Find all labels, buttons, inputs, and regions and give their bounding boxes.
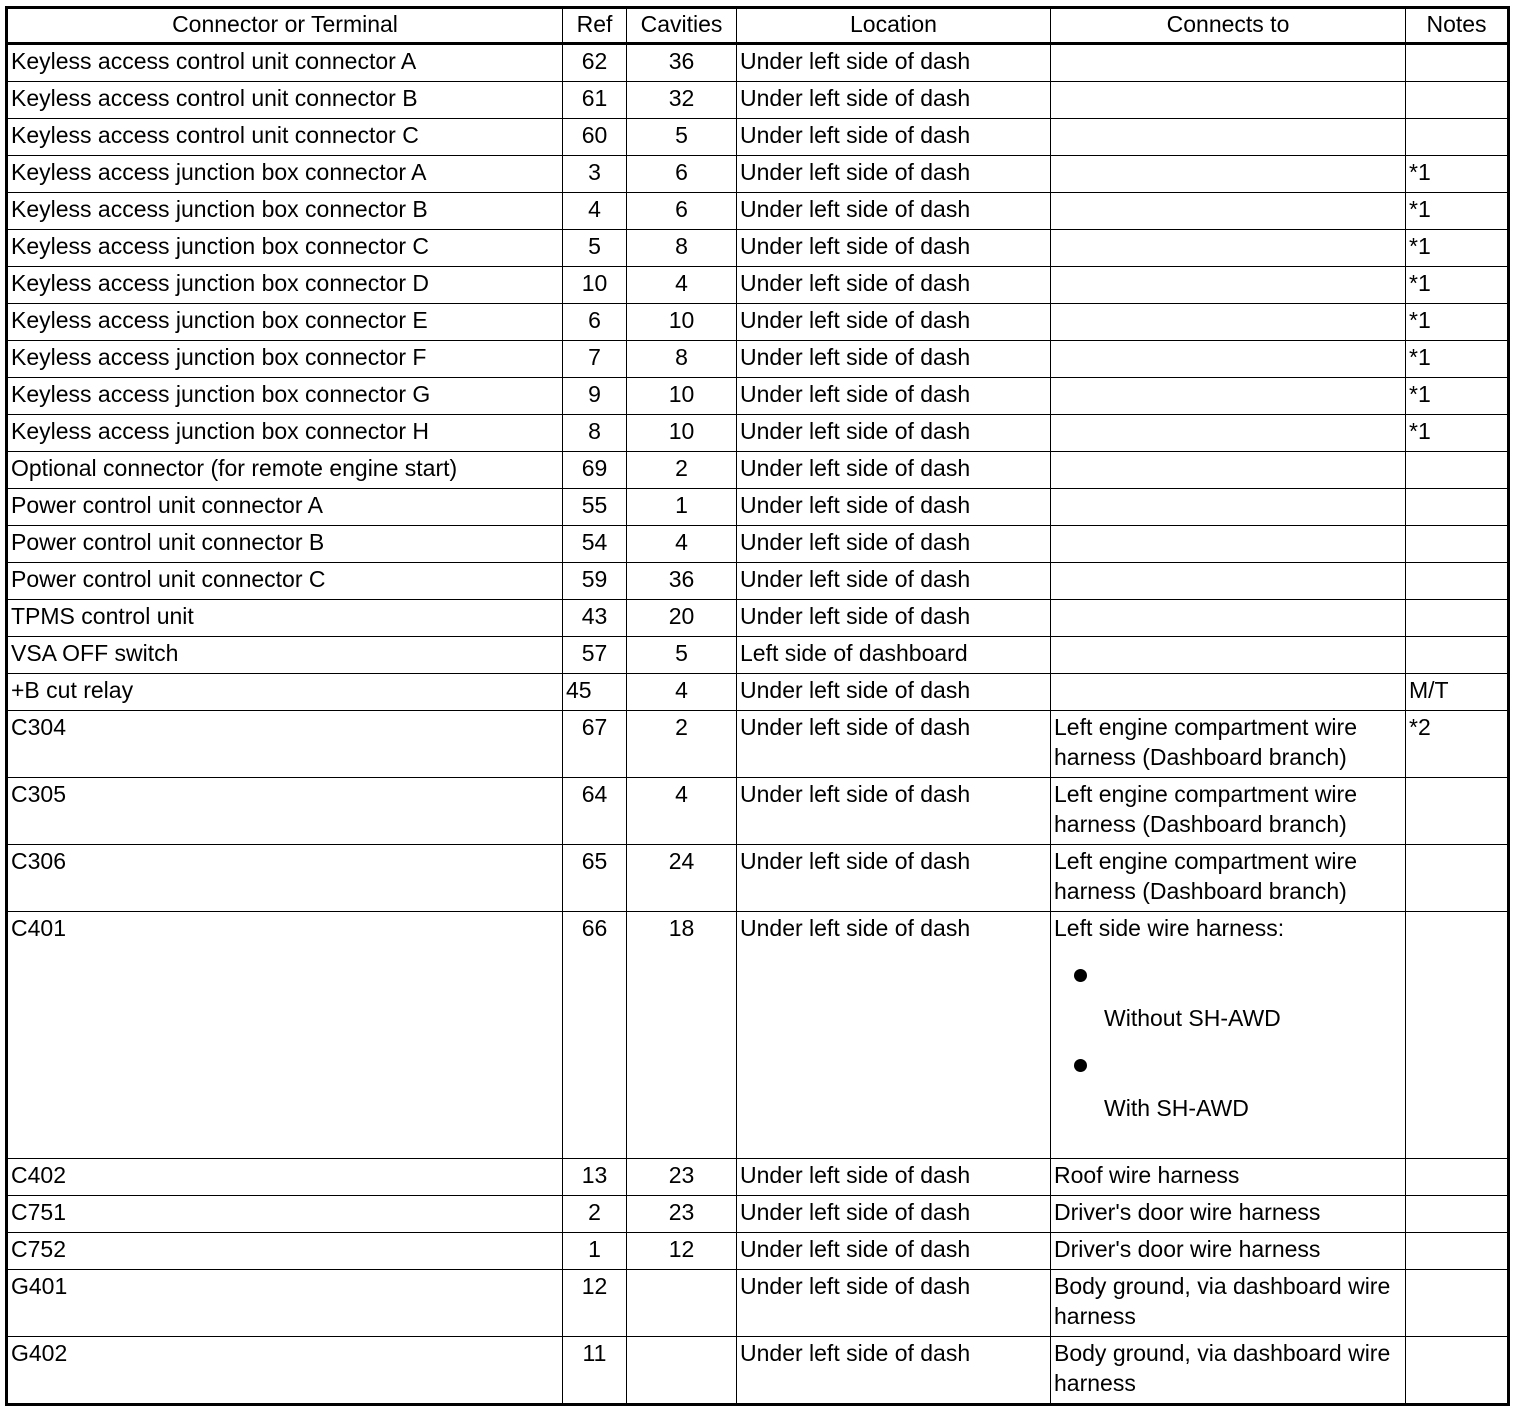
connects-to-cell <box>1051 44 1406 82</box>
ref-cell: 67 <box>563 711 627 778</box>
ref-cell: 6 <box>563 304 627 341</box>
connector-cell: Keyless access junction box connector F <box>7 341 563 378</box>
bullet-icon <box>1074 1059 1087 1072</box>
table-row <box>7 378 1509 415</box>
table-row <box>7 778 1509 845</box>
ref-cell: 64 <box>563 778 627 845</box>
notes-cell <box>1406 1337 1509 1405</box>
connector-cell: VSA OFF switch <box>7 637 563 674</box>
location-cell: Under left side of dash <box>737 415 1051 452</box>
notes-cell <box>1406 912 1509 1159</box>
connects-to-text: Left side wire harness: <box>1054 915 1285 941</box>
table-row <box>7 230 1509 267</box>
table-row <box>7 304 1509 341</box>
notes-cell <box>1406 845 1509 912</box>
ref-cell: 1 <box>563 1233 627 1270</box>
connector-cell: C401 <box>7 912 563 1159</box>
location-cell: Under left side of dash <box>737 489 1051 526</box>
connects-to-cell <box>1051 341 1406 378</box>
bullet-list <box>1054 943 1402 1123</box>
notes-cell <box>1406 1233 1509 1270</box>
location-cell: Under left side of dash <box>737 1233 1051 1270</box>
ref-cell: 66 <box>563 912 627 1159</box>
ref-cell: 60 <box>563 119 627 156</box>
bullet-item <box>1054 943 1402 1033</box>
cavities-cell: 36 <box>627 563 737 600</box>
table-row <box>7 1270 1509 1337</box>
location-cell: Under left side of dash <box>737 674 1051 711</box>
connector-cell: Keyless access junction box connector C <box>7 230 563 267</box>
header-notes: Notes <box>1406 8 1509 44</box>
connects-to-cell: Left engine compartment wire harness (Dashboard branch) <box>1051 778 1406 845</box>
connector-cell: TPMS control unit <box>7 600 563 637</box>
table-row <box>7 674 1509 711</box>
cavities-cell: 5 <box>627 637 737 674</box>
location-cell: Under left side of dash <box>737 44 1051 82</box>
notes-cell: *1 <box>1406 156 1509 193</box>
location-cell: Under left side of dash <box>737 563 1051 600</box>
connects-to-cell: Driver's door wire harness <box>1051 1196 1406 1233</box>
location-cell: Under left side of dash <box>737 912 1051 1159</box>
table-row <box>7 452 1509 489</box>
connector-cell: C304 <box>7 711 563 778</box>
notes-cell <box>1406 1159 1509 1196</box>
connects-to-cell <box>1051 415 1406 452</box>
ref-cell: 59 <box>563 563 627 600</box>
ref-cell: 7 <box>563 341 627 378</box>
connects-to-cell <box>1051 82 1406 119</box>
connector-cell: C306 <box>7 845 563 912</box>
cavities-cell: 6 <box>627 156 737 193</box>
location-cell: Under left side of dash <box>737 600 1051 637</box>
bullet-text: Without SH-AWD <box>1104 1005 1281 1031</box>
ref-cell: 43 <box>563 600 627 637</box>
table-row <box>7 711 1509 778</box>
cavities-cell: 4 <box>627 674 737 711</box>
notes-cell <box>1406 452 1509 489</box>
location-cell: Under left side of dash <box>737 230 1051 267</box>
cavities-cell: 4 <box>627 526 737 563</box>
ref-cell: 13 <box>563 1159 627 1196</box>
connects-to-cell <box>1051 452 1406 489</box>
connects-to-cell <box>1051 489 1406 526</box>
ref-cell: 61 <box>563 82 627 119</box>
location-cell: Under left side of dash <box>737 341 1051 378</box>
connector-cell: C751 <box>7 1196 563 1233</box>
cavities-cell: 12 <box>627 1233 737 1270</box>
connects-to-cell: Driver's door wire harness <box>1051 1233 1406 1270</box>
ref-cell: 12 <box>563 1270 627 1337</box>
location-cell: Left side of dashboard <box>737 637 1051 674</box>
connects-to-cell: Roof wire harness <box>1051 1159 1406 1196</box>
cavities-cell: 23 <box>627 1159 737 1196</box>
cavities-cell: 8 <box>627 230 737 267</box>
ref-cell: 3 <box>563 156 627 193</box>
connects-to-cell: Body ground, via dashboard wire harness <box>1051 1270 1406 1337</box>
notes-cell: *1 <box>1406 230 1509 267</box>
location-cell: Under left side of dash <box>737 119 1051 156</box>
ref-cell: 8 <box>563 415 627 452</box>
location-cell: Under left side of dash <box>737 1337 1051 1405</box>
location-cell: Under left side of dash <box>737 711 1051 778</box>
connects-to-cell: Left engine compartment wire harness (Dashboard branch) <box>1051 845 1406 912</box>
cavities-cell: 8 <box>627 341 737 378</box>
connects-to-cell <box>1051 119 1406 156</box>
bullet-icon <box>1074 969 1087 982</box>
ref-cell: 9 <box>563 378 627 415</box>
table-row <box>7 156 1509 193</box>
header-row <box>7 8 1509 44</box>
location-cell: Under left side of dash <box>737 156 1051 193</box>
table-row <box>7 563 1509 600</box>
header-connector: Connector or Terminal <box>7 8 563 44</box>
location-cell: Under left side of dash <box>737 526 1051 563</box>
cavities-cell: 36 <box>627 44 737 82</box>
notes-cell <box>1406 526 1509 563</box>
connects-to-cell <box>1051 600 1406 637</box>
ref-cell: 10 <box>563 267 627 304</box>
connects-to-cell <box>1051 674 1406 711</box>
notes-cell <box>1406 44 1509 82</box>
notes-cell: *2 <box>1406 711 1509 778</box>
cavities-cell: 10 <box>627 415 737 452</box>
connects-to-cell: Left engine compartment wire harness (Dashboard branch) <box>1051 711 1406 778</box>
header-connects-to: Connects to <box>1051 8 1406 44</box>
connector-cell: Keyless access junction box connector G <box>7 378 563 415</box>
table-row <box>7 600 1509 637</box>
connector-cell: Power control unit connector A <box>7 489 563 526</box>
cavities-cell <box>627 1337 737 1405</box>
ref-cell: 65 <box>563 845 627 912</box>
location-cell: Under left side of dash <box>737 267 1051 304</box>
connects-to-cell <box>1051 193 1406 230</box>
cavities-cell: 10 <box>627 378 737 415</box>
table-row <box>7 1196 1509 1233</box>
connector-cell: Keyless access junction box connector B <box>7 193 563 230</box>
notes-cell <box>1406 1196 1509 1233</box>
table-row <box>7 82 1509 119</box>
connector-cell: Keyless access junction box connector D <box>7 267 563 304</box>
cavities-cell: 2 <box>627 452 737 489</box>
ref-cell: 54 <box>563 526 627 563</box>
connects-to-cell <box>1051 267 1406 304</box>
cavities-cell: 2 <box>627 711 737 778</box>
table-row <box>7 44 1509 82</box>
connects-to-cell <box>1051 156 1406 193</box>
table-row <box>7 341 1509 378</box>
notes-cell <box>1406 489 1509 526</box>
table-row <box>7 119 1509 156</box>
header-location: Location <box>737 8 1051 44</box>
table-row <box>7 912 1509 1159</box>
table-row <box>7 193 1509 230</box>
connector-cell: Keyless access junction box connector E <box>7 304 563 341</box>
notes-cell <box>1406 563 1509 600</box>
location-cell: Under left side of dash <box>737 1159 1051 1196</box>
connector-cell: G402 <box>7 1337 563 1405</box>
cavities-cell: 24 <box>627 845 737 912</box>
notes-cell: *1 <box>1406 415 1509 452</box>
cavities-cell: 1 <box>627 489 737 526</box>
ref-cell: 57 <box>563 637 627 674</box>
notes-cell: *1 <box>1406 193 1509 230</box>
cavities-cell <box>627 1270 737 1337</box>
connector-cell: +B cut relay <box>7 674 563 711</box>
connects-to-cell <box>1051 637 1406 674</box>
header-cavities: Cavities <box>627 8 737 44</box>
table-row <box>7 1337 1509 1405</box>
cavities-cell: 4 <box>627 267 737 304</box>
ref-cell: 5 <box>563 230 627 267</box>
table-row <box>7 637 1509 674</box>
notes-cell: M/T <box>1406 674 1509 711</box>
location-cell: Under left side of dash <box>737 452 1051 489</box>
table-row <box>7 267 1509 304</box>
connector-cell: Keyless access control unit connector A <box>7 44 563 82</box>
notes-cell <box>1406 778 1509 845</box>
cavities-cell: 6 <box>627 193 737 230</box>
header-ref: Ref <box>563 8 627 44</box>
connector-cell: Keyless access control unit connector C <box>7 119 563 156</box>
notes-cell <box>1406 82 1509 119</box>
ref-cell: 4 <box>563 193 627 230</box>
connects-to-cell <box>1051 526 1406 563</box>
notes-cell: *1 <box>1406 341 1509 378</box>
connector-cell: Power control unit connector B <box>7 526 563 563</box>
cavities-cell: 20 <box>627 600 737 637</box>
location-cell: Under left side of dash <box>737 378 1051 415</box>
table-row <box>7 1159 1509 1196</box>
connects-to-cell <box>1051 304 1406 341</box>
table-row <box>7 845 1509 912</box>
connector-cell: Power control unit connector C <box>7 563 563 600</box>
notes-cell <box>1406 1270 1509 1337</box>
cavities-cell: 32 <box>627 82 737 119</box>
connector-table <box>5 6 1510 1406</box>
connector-cell: Keyless access control unit connector B <box>7 82 563 119</box>
notes-cell <box>1406 600 1509 637</box>
connects-to-cell <box>1051 378 1406 415</box>
notes-cell: *1 <box>1406 267 1509 304</box>
cavities-cell: 10 <box>627 304 737 341</box>
cavities-cell: 4 <box>627 778 737 845</box>
ref-cell: 62 <box>563 44 627 82</box>
connector-cell: G401 <box>7 1270 563 1337</box>
ref-cell: 2 <box>563 1196 627 1233</box>
connector-cell: C305 <box>7 778 563 845</box>
notes-cell: *1 <box>1406 304 1509 341</box>
connects-to-cell <box>1051 912 1406 1159</box>
table-row <box>7 415 1509 452</box>
connects-to-cell <box>1051 563 1406 600</box>
connector-cell: Optional connector (for remote engine start) <box>7 452 563 489</box>
connector-cell: Keyless access junction box connector A <box>7 156 563 193</box>
location-cell: Under left side of dash <box>737 845 1051 912</box>
bullet-item <box>1054 1033 1402 1123</box>
notes-cell: *1 <box>1406 378 1509 415</box>
cavities-cell: 18 <box>627 912 737 1159</box>
connects-to-cell <box>1051 230 1406 267</box>
bullet-text: With SH-AWD <box>1104 1095 1249 1121</box>
connector-cell: C752 <box>7 1233 563 1270</box>
table-row <box>7 489 1509 526</box>
connects-to-cell: Body ground, via dashboard wire harness <box>1051 1337 1406 1405</box>
notes-cell <box>1406 637 1509 674</box>
cavities-cell: 23 <box>627 1196 737 1233</box>
ref-cell: 11 <box>563 1337 627 1405</box>
location-cell: Under left side of dash <box>737 82 1051 119</box>
table-row <box>7 526 1509 563</box>
location-cell: Under left side of dash <box>737 193 1051 230</box>
connector-cell: Keyless access junction box connector H <box>7 415 563 452</box>
connector-cell: C402 <box>7 1159 563 1196</box>
ref-cell: 55 <box>563 489 627 526</box>
cavities-cell: 5 <box>627 119 737 156</box>
ref-cell: 45 <box>563 674 627 711</box>
location-cell: Under left side of dash <box>737 778 1051 845</box>
location-cell: Under left side of dash <box>737 1196 1051 1233</box>
location-cell: Under left side of dash <box>737 304 1051 341</box>
table-body <box>7 44 1509 1405</box>
ref-cell: 69 <box>563 452 627 489</box>
table-row <box>7 1233 1509 1270</box>
notes-cell <box>1406 119 1509 156</box>
location-cell: Under left side of dash <box>737 1270 1051 1337</box>
